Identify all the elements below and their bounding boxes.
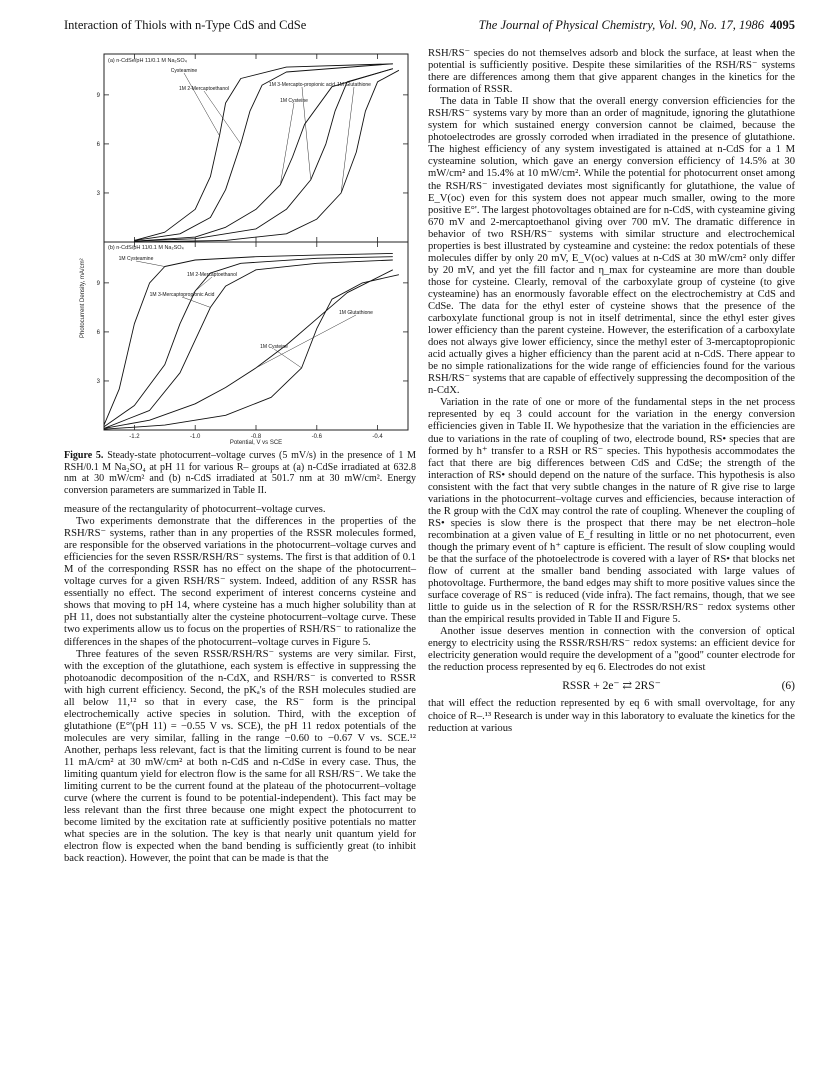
series-label: 1M 3-Mercaptopropionic Acid xyxy=(149,292,215,298)
y-tick-label: 3 xyxy=(96,190,100,197)
page-number: 4095 xyxy=(770,18,795,32)
right-paragraph-2: The data in Table II show that the overall energy conversion efficiencies for the RSH/RS⁻ systems vary by more than an order of magnitude, ignoring the glutathione system for which sustained energy conversion cannot be claimed, because the photoelectrodes are grossly corroded when irradiated in the presence of glutathione. The highest efficiency of any system investigated is attained at n-CdS for a 1 M cysteamine solution, which gave an energy conversion efficiency of 14.5% at 30 mW/cm² and 15.4% at 10 mW/cm². While the potential for photocurrent onset among the RSH/RS⁻ investigated deviates most significantly for glutathione, the value of E_V(oc) even for this system does not appear much smaller, owing to the more positive E°'. The largest photovoltages obtained are for n-CdS, with cysteamine giving 670 mV and 2-mercaptoethanol giving over 700 mV. The dramatic difference in behavior of two RSH/RS⁻ systems with similar structure and electrochemical properties is best illustrated by cysteamine and cysteine: the redox potentials of these molecules differ by only 20 mV, E_V(oc) values at n-CdS at 30 mW/cm² only differ by 20 mV, and yet the fill factor and η_max for cysteamine are more than double those for cysteine. Clearly, removal of the carboxylate group of cysteine (to give cysteamine) has an enormously favorable effect on the electrochemistry at CdS and CdSe. The data for the ethyl ester of cysteine shows that the presence of the carboxylate functional group is not in itself detrimental, since the ethyl ester gives lower efficiency than the parent cysteine. However, the esterification of a carboxylate does not always give lower efficiency, since the methyl ester of 3-mercaptopropionic acid actually gives a higher efficiency than the parent acid at n-CdS. There appear to be no simple rationalizations for the wide range of efficiencies found for the various RSH/RS⁻ systems that are capable of effectively suppressing the decomposition of the n-CdX. xyxy=(428,96,795,397)
right-paragraph-4: Another issue deserves mention in connection with the conversion of optical energy to electricity using the RSSR/RSH/RS⁻ redox systems: an efficient device for electricity generation would require the development of a "good" counter electrode for the reduction process represented by eq 6. Electrodes do not exist xyxy=(428,626,795,674)
right-column xyxy=(428,48,795,735)
series-leader xyxy=(280,103,294,185)
series-label: Cysteamine xyxy=(170,68,198,74)
series-line xyxy=(134,64,392,241)
series-label: 1M Cysteine xyxy=(260,344,288,350)
series-label: 1M 2-Mercaptoethanol xyxy=(178,86,230,92)
series-leader xyxy=(182,297,210,307)
y-tick-label: 3 xyxy=(96,378,100,385)
series-line xyxy=(104,260,393,428)
right-paragraph-3: Variation in the rate of one or more of the fundamental steps in the net process represented by eq 3 could account for the variation in the energy conversion efficiencies given in Table II. We hypothesize that the variation in the efficiencies are due to variations in the rate of coupling of two, electrode bound, RS• species that are formed by h⁺ transfer to a RSH or RS⁻ species. This hypothesis accommodates the fact that there are big differences between CdS and CdSe; the strength of the interaction of RS• should depend on the nature of the surface. This hypothesis is also consistent with the fact that very subtle changes in the nature of R give rise to large variations in the photocurrent–voltage curves and efficiencies, because interaction of the R group with the CdX may control the rate of coupling. Whenever the coupling of RS• species is slow there is the prospect that there may be net electron–hole recombination at a given value of E_f resulting in little or no net photocurrent, even though the primary event of h⁺ capture is efficient. The result of slow coupling would be that the surface of the photoelectrode is covered with a layer of RS• that blocks net flow of current at the smaller band bending associated with large values of photovoltage. Furthermore, the band edges may shift to more positive values since the surface coverage of RS⁻ is reduced (vide infra). The fact remains, though, that we see little to guide us in the selection of R for the RSSR/RSH/RS⁻ redox systems other than the empirical results provided in Table II and Figure 5. xyxy=(428,397,795,626)
panel-a xyxy=(97,54,408,242)
series-leader xyxy=(341,87,354,193)
y-tick-label: 9 xyxy=(96,92,100,99)
right-paragraph-5: that will effect the reduction represented by eq 6 with small overvoltage, for any choice of R–.¹³ Research is under way in this laboratory to evaluate the kinetics for the reduction at various xyxy=(428,698,796,734)
series-label: 1M Cysteine xyxy=(280,98,308,104)
series-leader xyxy=(256,315,356,368)
series-line xyxy=(134,69,392,242)
x-tick-label: -0.4 xyxy=(372,434,383,440)
panel-b xyxy=(97,242,408,440)
series-line xyxy=(104,275,399,430)
series-leader xyxy=(204,91,241,144)
left-column xyxy=(64,48,416,865)
left-paragraph-1: measure of the rectangularity of photocurrent–voltage curves. xyxy=(64,504,326,515)
series-leader xyxy=(274,349,302,368)
y-axis-label: Photocurrent Density, mA/cm² xyxy=(80,258,86,338)
series-line xyxy=(104,257,393,427)
equation-6 xyxy=(428,680,795,692)
equation-number: (6) xyxy=(781,680,795,693)
series-label: 1M Glutathione xyxy=(339,310,373,316)
figure-5 xyxy=(64,48,416,446)
journal-citation xyxy=(479,18,795,33)
series-line xyxy=(104,270,393,429)
page-header xyxy=(64,18,795,36)
figure-5-plot xyxy=(64,48,416,446)
series-line xyxy=(134,69,392,242)
panel-a-title: (a) n-CdSe/pH 11/0.1 M Na₂SO₄ xyxy=(108,58,187,64)
right-paragraph-1: RSH/RS⁻ species do not themselves adsorb and block the surface, at least when the potential is sufficiently positive. Despite these similarities of the RSH/RS⁻ systems there are differences among them that give apparent changes in the kinetics for the formation of RSSR. xyxy=(428,48,795,96)
left-paragraph-3: Three features of the seven RSSR/RSH/RS⁻ systems are very similar. First, with the exception of the glutathione, each system is effective in suppressing the photoanodic decomposition of the n-CdX, and RSH/RS⁻ is converted to RSSR with high current efficiency. Second, the pKₐ's of the RSH molecules studied are all below 11,¹² so that in every case, the RS⁻ form is the principal electrochemically active species in solution. Third, with the exception of glutathione (E°'(pH 11) = −0.55 V vs. SCE), the pH 11 redox potentials of the molecules are very similar, falling in the range −0.60 to −0.67 V vs. SCE.¹² Another, perhaps less relevant, fact is that the limiting current is found to be near 11 mA/cm² at 30 mW/cm² at both n-CdS and n-CdSe in every case. Thus, the limiting quantum yield for electron flow is the same for all RSH/RS⁻. We take the limiting current to be the current found at the plateau of the photocurrent–voltage curve (where the current is found to be potential-independent). This fact may be less relevant than the first three because one might expect the photocurrent to become limited by the excitation rate at sufficiently positive potentials no matter what species are in the solution. The key is that nearly unit quantum yield for electron flow is expected when the band bending is sufficiently great (to inhibit back reaction). However, the point that can be made is that the xyxy=(64,648,416,865)
series-line xyxy=(134,70,399,242)
left-paragraph-2: Two experiments demonstrate that the differences in the properties of the RSH/RS⁻ systems, rather than in any properties of the RSSR molecules formed, are responsible for the observed variations in the photocurrent–voltage curves and efficiencies for the seven RSSR/RSH/RS⁻ systems. The first is that addition of 0.1 M of the corresponding RSSR has no effect on the shape of the photocurrent–voltage curves for a given RSH/RS⁻ system. Indeed, addition of any RSSR has essentially no effect. The second experiment of interest concerns cysteine and shows that moving to pH 14, where cysteine has a much higher solubility than at pH 11, does not substantially alter the cysteine photocurrent–voltage curve. These two experiments allow us to focus on the properties of RSH/RS⁻ to rationalize the differences in the shapes of the photocurrent–voltage curves in Figure 5. xyxy=(64,516,416,648)
caption-text: Steady-state photocurrent–voltage curves (5 mV/s) in the presence of 1 M RSH/0.1 M Na₂SO₄ at pH 11 for various R– groups at (a) n-CdSe irradiated at 632.8 nm at 30 mW/cm² and (b) n-CdS irradiated at 501.7 nm at 30 mW/cm². Energy conversion parameters are summarized in Table II. xyxy=(64,450,416,496)
series-label: 1M 2-Mercaptoethanol xyxy=(186,272,238,278)
running-title: Interaction of Thiols with n-Type CdS and CdSe xyxy=(64,18,307,32)
y-tick-label: 6 xyxy=(96,329,100,336)
x-axis-label: Potential, V vs SCE xyxy=(229,440,283,446)
x-tick-label: -1.0 xyxy=(190,434,201,440)
figure-caption xyxy=(64,450,416,496)
series-label: 1M Glutathione xyxy=(337,82,371,88)
x-tick-label: -1.2 xyxy=(129,434,140,440)
y-tick-label: 9 xyxy=(96,280,100,287)
x-tick-label: -0.8 xyxy=(250,434,262,440)
caption-label: Figure 5. xyxy=(64,450,104,461)
journal-name: The Journal of Physical Chemistry, Vol. 90, No. 17, 1986 xyxy=(478,18,764,32)
series-label: 1M Cysteamine xyxy=(118,256,154,262)
series-line xyxy=(104,253,393,425)
x-tick-label: -0.6 xyxy=(311,434,322,440)
y-tick-label: 6 xyxy=(96,141,100,148)
equation-text: RSSR + 2e⁻ ⇄ 2RS⁻ xyxy=(562,680,661,693)
panel-b-title: (b) n-CdS/pH 11/0.1 M Na₂SO₄ xyxy=(108,245,184,251)
series-leader xyxy=(195,277,212,291)
series-leader xyxy=(184,73,220,136)
series-label: 1M 3-Mercapto-propionic acid xyxy=(268,82,336,88)
series-line xyxy=(134,64,392,241)
